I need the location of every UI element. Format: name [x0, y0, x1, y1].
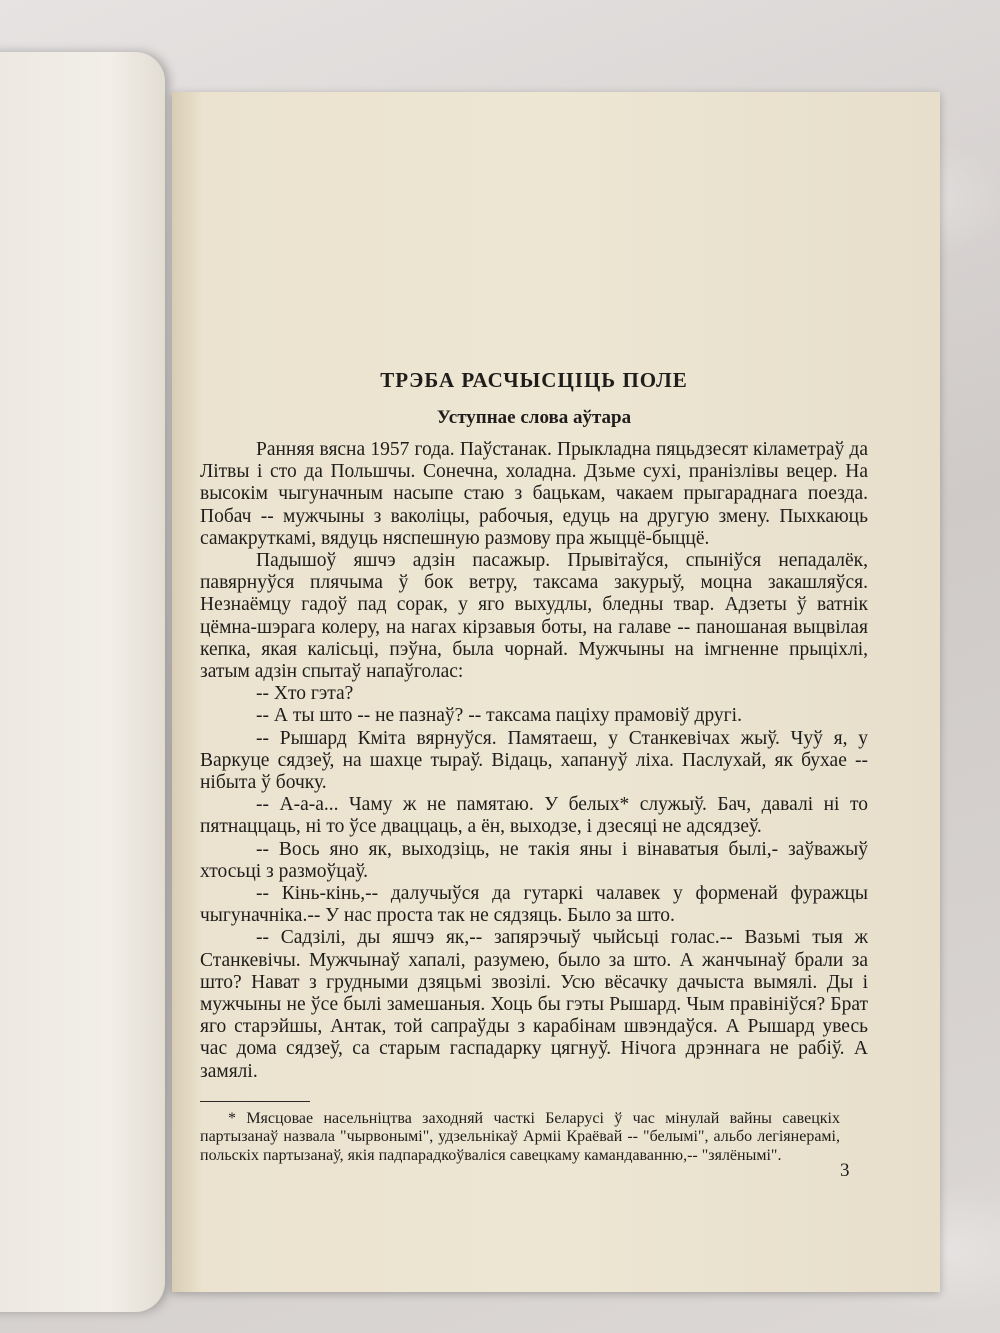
- paragraph: -- Хто гэта?: [256, 683, 354, 705]
- left-page: [0, 52, 165, 1312]
- paragraph: -- Вось яно як, выходзіць, не такія яны і вінаватыя былі,- заўважыў хтосьці з размоўцаў.: [200, 838, 868, 882]
- paragraph: -- Кінь-кінь,-- далучыўся да гутаркі чалавек у форменай фуражцы чыгуначніка.-- У нас проста так не сядзяць. Было за што.: [200, 883, 868, 927]
- paragraph: -- А-а-а... Чаму ж не памятаю. У белых* служыў. Бач, давалі ні то пятнаццаць, ні то ўсе дваццаць, а ён, выходзе, і дзесяці не адсядзеў.: [200, 794, 868, 838]
- page-number: 3: [840, 1160, 850, 1181]
- footnote: * Мясцовае насельніцтва заходняй часткі Беларусі ў час мінулай вайны савецкіх партызанаў назвала "чырвонымі", удзельнікаў Арміі Краёвай -- "белымі", альбо легіянерамі, польскіх партызанаў, якія падпарадкоўваліся савецкаму камандаванню,-- "зялёнымі".: [200, 1109, 840, 1164]
- paragraph: Ранняя вясна 1957 года. Паўстанак. Прыкладна пяцьдзесят кіламетраў да Літвы і сто да Польшчы. Сонечна, холадна. Дзьме сухі, пранізлівы вецер. На высокім чыгуначным насыпе стаю з бацькам, чакаем прыгараднага поезда. Побач -- мужчыны з ваколіцы, рабочыя, едуць на другую змену. Пыхкаюць самакруткамі, вядуць няспешную размову пра жыццё-быццё.: [200, 439, 868, 549]
- footnote-divider: [200, 1101, 310, 1102]
- chapter-subtitle: Уступнае слова аўтара: [436, 407, 632, 428]
- paragraph: -- Рышард Кміта вярнуўся. Памятаеш, у Станкевічах жыў. Чуў я, у Варкуце сядзеў, на шахце тыраў. Відаць, хапануў ліха. Паслухай, як бухае -- нібыта ў бочку.: [200, 727, 868, 794]
- paragraph: Падышоў яшчэ адзін пасажыр. Прывітаўся, спыніўся непадалёк, павярнуўся плячыма ў бок ветру, таксама закурыў, моцна закашляўся. Незнаёмцу гадоў пад сорак, у яго выхудлы, бледны твар. Адзеты ў ватнік цёмна-шэрага колеру, на нагах кірзавыя боты, на галаве -- паношаная выцвілая кепка, якая калісьці, пэўна, была чорнай. Мужчыны на імгненне прыціхлі, затым адзін спытаў напаўголас:: [200, 550, 868, 683]
- paragraph: -- А ты што -- не пазнаў? -- таксама паціху прамовіў другі.: [256, 705, 742, 727]
- page-text: [200, 368, 868, 1165]
- paragraph: -- Садзілі, ды яшчэ як,-- запярэчыў чыйсьці голас.-- Вазьмі тыя ж Станкевічы. Мужчынаў хапалі, разумею, было за што. А жанчынаў брали за што? Нават з грудными дзяцьмі звозілі. Усю вёсачку дачыста вымялі. Ды і мужчыны не ўсе былі замешаныя. Хоць бы гэты Рышард. Чым правініўся? Брат яго старэйшы, Антак, той сапраўды з карабінам швэндаўся. А Рышард увесь час дома сядзеў, са старым гаспадарку цягнуў. Нічога дрэннага не рабіў. А замялі.: [200, 927, 868, 1082]
- chapter-title: ТРЭБА РАСЧЫСЦІЦЬ ПОЛЕ: [380, 368, 688, 392]
